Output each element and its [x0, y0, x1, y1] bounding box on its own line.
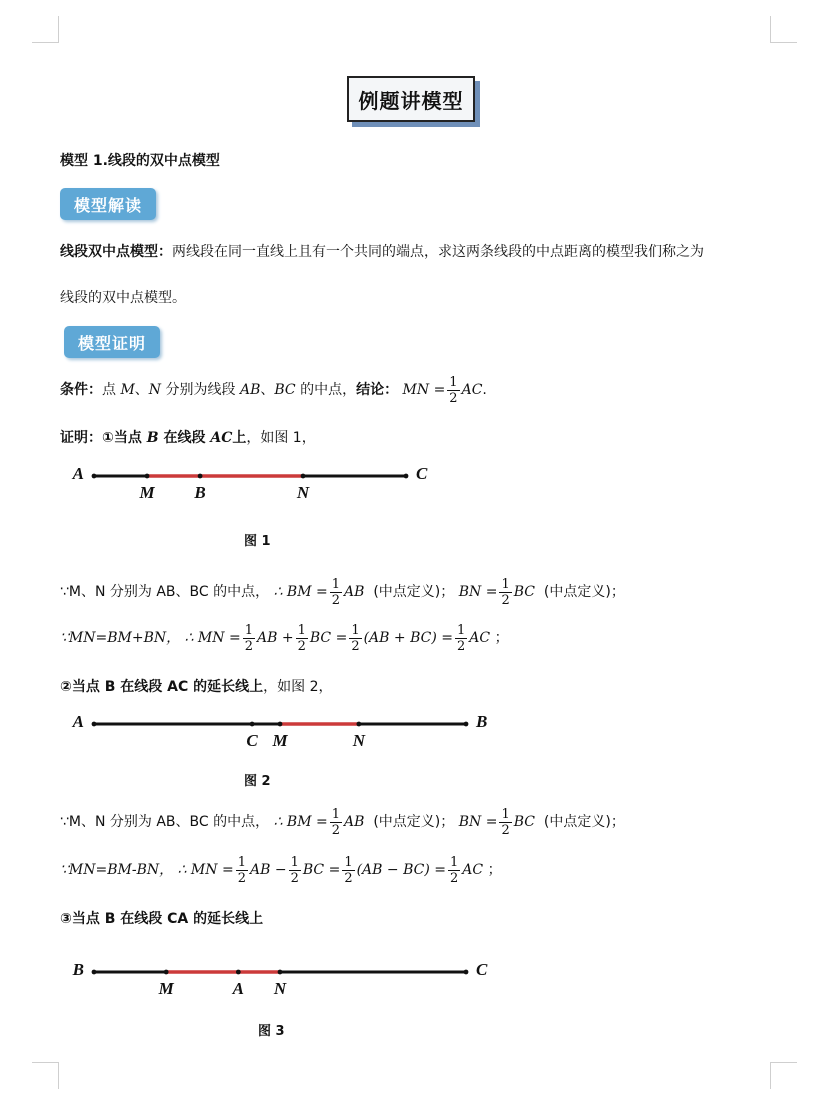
point-m: M: [120, 382, 135, 398]
badge-model-proof: 模型证明: [64, 326, 160, 358]
case2-ref: ，如图 2，: [263, 679, 333, 695]
fig1-label-M: M: [139, 483, 155, 502]
case2-label: ②当点 B 在线段 AC 的延长线上: [60, 679, 264, 695]
proof1-t2: BC =: [309, 630, 348, 646]
fig3-label-N: N: [273, 979, 287, 998]
crop-mark-top-right: [770, 16, 797, 43]
proof1-because: ∵M、N 分别为 AB、BC 的中点，: [60, 584, 270, 600]
fraction-half: $\frac{1}{2}$: [297, 622, 306, 654]
fig2-label-C: C: [246, 731, 258, 750]
proof2-eq2: BN =: [458, 814, 498, 830]
fig2-point-N: [356, 722, 361, 727]
proof2-t2: BC =: [302, 862, 341, 878]
proof2-t4: AC: [462, 862, 484, 878]
fig3-point-M: [164, 970, 169, 975]
proof2-t3: (AB − BC) =: [356, 862, 446, 878]
fig3-label-A: A: [232, 979, 245, 998]
case1-line: [60, 428, 316, 448]
fig2-label-N: N: [352, 731, 366, 750]
fig2-label-A: A: [72, 712, 84, 731]
proof1-t1: AB +: [256, 630, 294, 646]
fraction-half: $\frac{1}{2}$: [344, 854, 353, 886]
fig1-point-A: [92, 474, 97, 479]
figure-2-caption: 图 2: [244, 774, 271, 789]
fig1-label-C: C: [416, 464, 428, 483]
figure-3: [62, 950, 502, 1010]
badge-model-interpret: 模型解读: [60, 188, 156, 220]
proof1-eq1-rhs: AB: [344, 584, 365, 600]
model-heading: 模型 1.线段的双中点模型: [60, 153, 220, 169]
proof1-eq1: ∴ BM =: [273, 584, 328, 600]
figure-3-caption: 图 3: [258, 1024, 285, 1039]
condition-line: [60, 372, 487, 408]
proof2-eq1: ∴ BM =: [273, 814, 328, 830]
condition-text-b: 分别为线段: [165, 382, 236, 398]
fig3-label-M: M: [158, 979, 174, 998]
fig1-point-M: [145, 474, 150, 479]
case1-end: 上: [232, 430, 247, 446]
proof2-note1: (中点定义)；: [373, 814, 455, 830]
fig2-point-A: [92, 722, 97, 727]
fraction-half: $\frac{1}{2}$: [457, 622, 466, 654]
proof2-line-2: [60, 852, 502, 888]
proof2-line-1: [60, 804, 625, 840]
case2-line: [60, 677, 333, 697]
figure-1: [62, 455, 482, 515]
proof1-t4: AC: [469, 630, 491, 646]
fig2-point-M: [278, 722, 283, 727]
proof1-line-1: [60, 574, 625, 610]
fraction-half: $\frac{1}{2}$: [331, 806, 341, 838]
proof1-note1: (中点定义)；: [373, 584, 455, 600]
proof2-eq1-rhs: AB: [344, 814, 365, 830]
proof2-mn: ∴ MN =: [177, 862, 234, 878]
segment-ab: AB: [239, 382, 261, 398]
conclusion-label: 结论：: [356, 382, 399, 398]
proof2-note2: (中点定义)；: [543, 814, 625, 830]
fraction-half: $\frac{1}{2}$: [449, 374, 458, 406]
definition-term: 线段双中点模型：: [60, 244, 172, 260]
proof1-line-2: [60, 620, 509, 656]
condition-text-a: 点: [102, 382, 116, 398]
figure-2: [62, 702, 502, 762]
proof1-t3: (AB + BC) =: [363, 630, 453, 646]
fraction-half: $\frac{1}{2}$: [331, 576, 341, 608]
fig1-label-N: N: [296, 483, 310, 502]
proof2-because: ∵M、N 分别为 AB、BC 的中点，: [60, 814, 270, 830]
fig1-point-B: [198, 474, 203, 479]
fraction-half: $\frac{1}{2}$: [290, 854, 299, 886]
figure-1-caption: 图 1: [244, 534, 271, 549]
crop-mark-top-left: [32, 16, 59, 43]
point-n: N: [148, 382, 162, 398]
proof2-t1: AB −: [249, 862, 287, 878]
fig3-point-C: [464, 970, 469, 975]
fraction-half: $\frac{1}{2}$: [450, 854, 459, 886]
definition-line-2: 线段的双中点模型。: [60, 290, 186, 306]
fig2-label-M: M: [272, 731, 288, 750]
fraction-half: $\frac{1}{2}$: [237, 854, 246, 886]
fraction-half: $\frac{1}{2}$: [244, 622, 253, 654]
proof2-eq2-rhs: BC: [513, 814, 535, 830]
conclusion-end: .: [482, 382, 487, 398]
fig1-label-A: A: [72, 464, 84, 483]
proof2-end: ；: [487, 862, 502, 878]
proof1-eq2: BN =: [458, 584, 498, 600]
fig3-label-C: C: [476, 960, 488, 979]
case1-label: 证明：①当点: [60, 430, 142, 446]
proof1-note2: (中点定义)；: [543, 584, 625, 600]
condition-sep-2: 、: [260, 382, 275, 398]
segment-bc: BC: [274, 382, 296, 398]
case1-ref: ，如图 1，: [246, 430, 316, 446]
fig3-label-B: B: [72, 960, 84, 979]
proof1-eq2-rhs: BC: [513, 584, 535, 600]
definition-text-1: 两线段在同一直线上且有一个共同的端点，求这两条线段的中点距离的模型我们称之为: [172, 244, 704, 260]
condition-sep: 、: [134, 382, 149, 398]
proof1-end: ；: [494, 630, 509, 646]
case1-point-b: B: [146, 430, 159, 446]
fraction-half: $\frac{1}{2}$: [501, 576, 510, 608]
condition-text-c: 的中点，: [300, 382, 357, 398]
fig3-point-A: [236, 970, 241, 975]
fig1-point-C: [404, 474, 409, 479]
conclusion-lhs: MN =: [402, 382, 446, 398]
crop-mark-bottom-right: [770, 1062, 797, 1089]
case1-segment-ac: AC: [210, 430, 233, 446]
fig3-point-B: [92, 970, 97, 975]
page-title: 例题讲模型: [347, 76, 475, 122]
fraction-half: $\frac{1}{2}$: [351, 622, 360, 654]
fig1-label-B: B: [194, 483, 206, 502]
fig2-point-C: [250, 722, 255, 727]
proof1-because-2: ∵MN=BM+BN，: [60, 630, 181, 646]
case3-line: ③当点 B 在线段 CA 的延长线上: [60, 911, 264, 927]
fig1-point-N: [301, 474, 306, 479]
fig2-point-B: [464, 722, 469, 727]
crop-mark-bottom-left: [32, 1062, 59, 1089]
case1-mid: 在线段: [163, 430, 206, 446]
proof1-mn: ∴ MN =: [184, 630, 241, 646]
condition-label: 条件：: [60, 382, 102, 398]
proof2-because-2: ∵MN=BM-BN，: [60, 862, 174, 878]
fraction-half: $\frac{1}{2}$: [501, 806, 510, 838]
fig3-point-N: [278, 970, 283, 975]
fig2-label-B: B: [476, 712, 488, 731]
definition-line-1: [60, 242, 704, 262]
conclusion-rhs: AC: [461, 382, 483, 398]
